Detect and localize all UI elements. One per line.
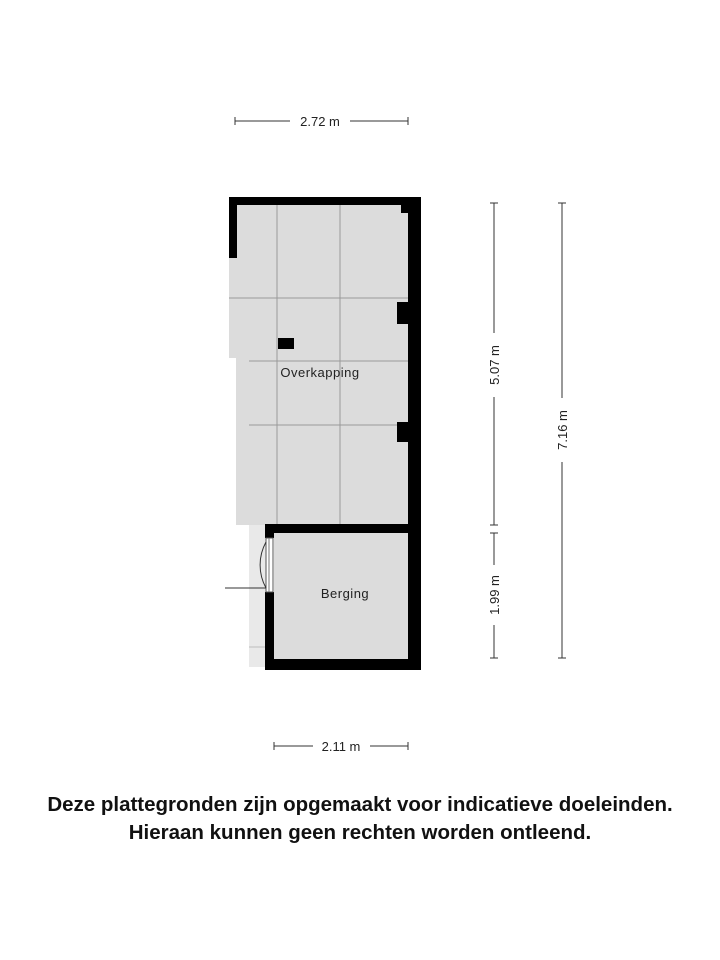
dimension-bottom-width: [274, 739, 408, 754]
dimension-total-length-label: 7.16 m: [555, 410, 570, 450]
room-label-berging: Berging: [320, 586, 370, 601]
dimension-total-length: [555, 203, 570, 658]
dimension-overkapping-length-label: 5.07 m: [487, 345, 502, 385]
dimension-top-width: [235, 114, 408, 129]
dimension-berging-length: [487, 533, 502, 658]
room-label-overkapping: Overkapping: [280, 365, 360, 380]
dimension-bottom-width-label: 2.11 m: [321, 739, 361, 754]
dimension-overkapping-length: [487, 203, 502, 525]
disclaimer-line-1: Deze plattegronden zijn opgemaakt voor indicatieve doeleinden.: [47, 793, 673, 816]
dimension-top-width-label: 2.72 m: [300, 114, 340, 129]
disclaimer-line-2: Hieraan kunnen geen rechten worden ontleend.: [128, 821, 592, 844]
dimension-berging-length-label: 1.99 m: [487, 575, 502, 615]
